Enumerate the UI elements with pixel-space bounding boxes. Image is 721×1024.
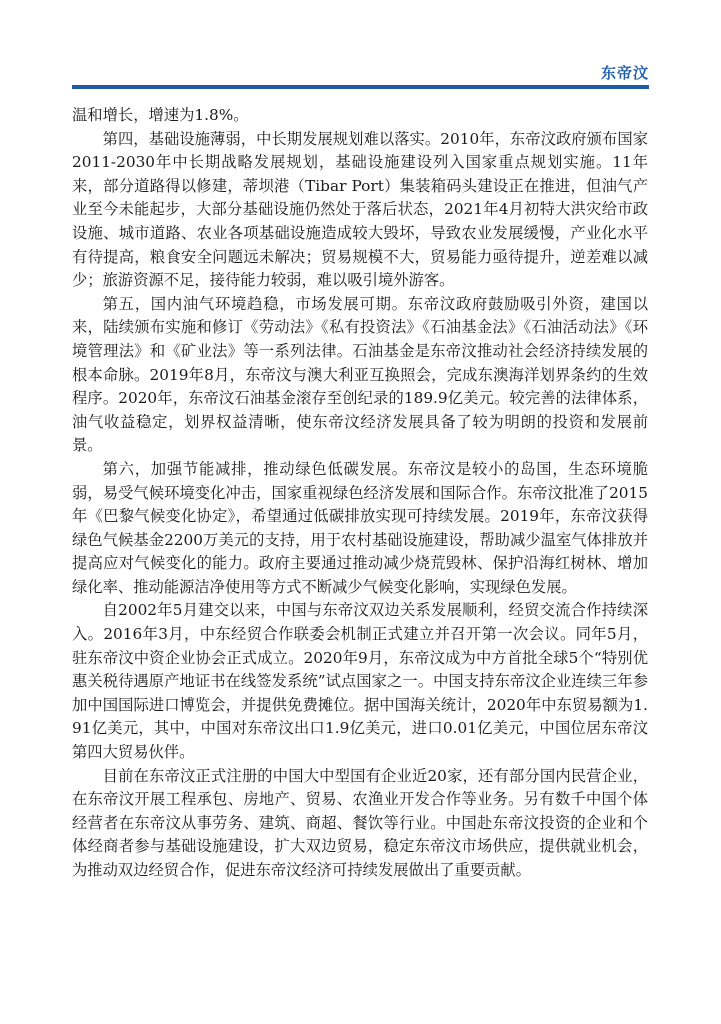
running-header-title: 东帝汶: [600, 64, 649, 82]
paragraph-chinese-enterprises: 目前在东帝汶正式注册的中国大中型国有企业近20家，还有部分国内民营企业，在东帝汶开展工程承包、房地产、贸易、农渔业开发合作等业务。另有数千中国个体经营者在东帝汶从事劳务、建筑、商超、餐饮等行业。中国赴东帝汶投资的企业和个体经商者参与基础设施建设，扩大双边贸易，稳定东帝汶市场供应，提供就业机会，为推动双边经贸合作，促进东帝汶经济可持续发展做出了重要贡献。: [72, 766, 648, 879]
paragraph-bilateral-relations: 自2002年5月建交以来，中国与东帝汶双边关系发展顺利，经贸交流合作持续深入。2016年3月，中东经贸合作联委会机制正式建立并召开第一次会议。同年5月，驻东帝汶中资企业协会正式成立。2020年9月，东帝汶成为中方首批全球5个“特别优惠关税待遇原产地证书在线签发系统”试点国家之一。中国支持东帝汶企业连续三年参加中国国际进口博览会，并提供免费摊位。据中国海关统计，2020年中东贸易额为1.91亿美元，其中，中国对东帝汶出口1.9亿美元，进口0.01亿美元，中国位居东帝汶第四大贸易伙伴。: [72, 601, 648, 762]
page-header: [72, 58, 649, 90]
paragraph-infrastructure: 第四，基础设施薄弱，中长期发展规划难以落实。2010年，东帝汶政府颁布国家2011-2030年中长期战略发展规划，基础设施建设列入国家重点规划实施。11年来，部分道路得以修建，蒂坝港（Tibar Port）集装箱码头建设正在推进，但油气产业至今未能起步，大部分基础设施仍然处于落后状态，2021年4月初特大洪灾给市政设施、城市道路、农业各项基础设施造成较大毁坏，导致农业发展缓慢，产业化水平有待提高，粮食安全问题远未解决；贸易规模不大，贸易能力亟待提升，逆差难以减少；旅游资源不足，接待能力较弱，难以吸引境外游客。: [72, 129, 648, 290]
paragraph-continued: 温和增长，增速为1.8%。: [72, 106, 249, 124]
body-text: [72, 104, 648, 883]
paragraph-oil-gas: 第五，国内油气环境趋稳，市场发展可期。东帝汶政府鼓励吸引外资，建国以来，陆续颁布实施和修订《劳动法》《私有投资法》《石油基金法》《石油活动法》《环境管理法》和《矿业法》等一系列法律。石油基金是东帝汶推动社会经济持续发展的根本命脉。2019年8月，东帝汶与澳大利亚互换照会，完成东澳海洋划界条约的生效程序。2020年，东帝汶石油基金滚存至创纪录的189.9亿美元。较完善的法律体系，油气收益稳定，划界权益清晰，使东帝汶经济发展具备了较为明朗的投资和发展前景。: [72, 294, 648, 455]
header-rule: [72, 85, 649, 89]
paragraph-green-development: 第六，加强节能减排，推动绿色低碳发展。东帝汶是较小的岛国，生态环境脆弱，易受气候环境变化冲击，国家重视绿色经济发展和国际合作。东帝汶批准了2015年《巴黎气候变化协定》，希望通过低碳排放实现可持续发展。2019年，东帝汶获得绿色气候基金2200万美元的支持，用于农村基础设施建设，帮助减少温室气体排放并提高应对气候变化的能力。政府主要通过推动减少烧荒毁林、保护沿海红树林、增加绿化率、推动能源洁净使用等方式不断减少气候变化影响，实现绿色发展。: [72, 459, 648, 596]
